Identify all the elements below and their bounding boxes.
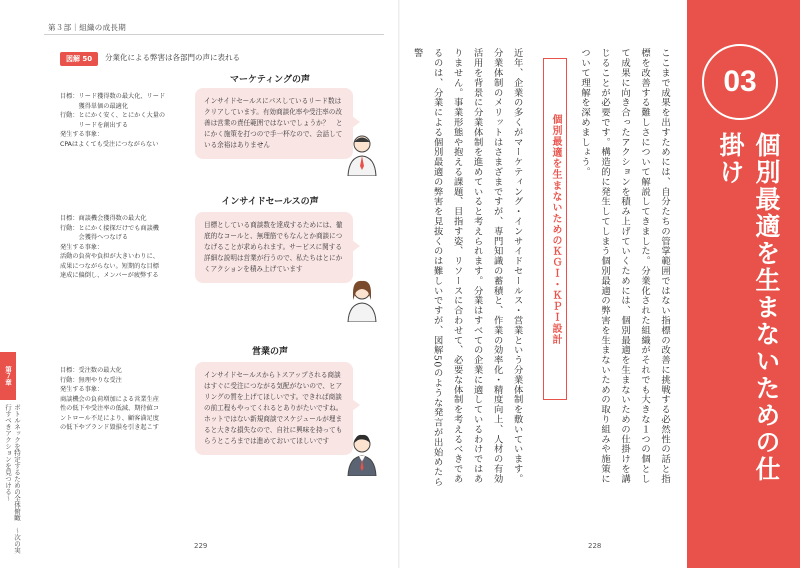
section-heading-inside-sales: インサイドセールスの声	[221, 197, 319, 207]
issue-line: 発生する事象：	[60, 243, 104, 251]
sub-heading: 個別最適を生まないためのＫＧＩ・ＫＰＩ設計	[543, 58, 567, 400]
issue-line: 活動の負荷や負担が大きいわりに、	[60, 253, 159, 260]
body-paragraph: 近年、企業の多くがマーケティング・インサイドセールス・営業という分業体制を敷いています。分業体制のメリットはさまざまですが、専門知識の蓄積と、作業の効率化・精度向上、人材の有効活用を背景に分業体制を進めていると考えられます。分業はすべての企業に適しているわけではありません。事業形態や抱える課題、目指す姿、リソースに合わせて、必要な体制を考えるべきであるのは、分業による個別最適の弊害を見抜くのは難しいですが、図解50のような発言が出始めたら警	[411, 48, 523, 487]
issue-line: 会獲得へつなげる	[60, 234, 129, 241]
person-sales-icon	[345, 432, 379, 476]
section-title: 個別最適を生まないための仕掛け	[716, 132, 781, 483]
issue-line: の低下やブランド毀損を引き起こす	[60, 424, 159, 431]
figure-label: 図解 50	[60, 52, 98, 66]
section-band-foot	[687, 540, 800, 568]
issue-line: 発生する事象：	[60, 131, 104, 138]
page-number-right: 228	[588, 542, 602, 550]
header-divider	[44, 34, 384, 35]
section-heading-sales: 営業の声	[251, 347, 288, 357]
speech-bubble-inside-sales: 目標としている商談数を達成するためには、徹底的なコールと、無理筋でもなんとか商談につなげることが求められます。サービスに関する詳細な説明は営業が行うので、私たちはとにかくアクションを積み上げています	[195, 212, 353, 283]
issue-box-sales	[60, 366, 190, 433]
page-number-left: 229	[194, 542, 208, 550]
issue-box-marketing	[60, 92, 190, 149]
person-inside-sales-icon	[345, 278, 379, 322]
speech-bubble-marketing: インサイドセールスにパスしているリード数はクリアしています。有効商談化率や受注率の改善は営業の責任範囲ではないでしょうか？ とにかく施策を打つので手一杯なので、会話している余裕はありません	[195, 88, 353, 159]
issue-box-inside-sales	[60, 214, 190, 281]
issue-line: 性の低下や受注率の低減、期待値コ	[60, 405, 159, 412]
issue-line: 行動：無理やりな受注	[60, 376, 122, 384]
speech-bubble-sales: インサイドセールスからトスアップされる商談はすぐに受注につながる気配がないので、ヒアリングの質を上げてほしいです。できれば商談の前工程もやってくれるとありがたいですね。ホットではない新規商談でスケジュールが埋まると大きな損失なので、自社に興味を持ってもらうところまでは進めておいてほしいです	[195, 362, 353, 455]
section-heading-marketing: マーケティングの声	[230, 75, 310, 85]
figure-title: 分業化による弊害は各部門の声に表れる	[105, 53, 240, 62]
issue-line: 発生する事象：	[60, 386, 104, 393]
intro-paragraph: ここまで成果を出すためには、自分たちの管掌範囲ではない指標の改善に挑戦する必然性の話と指標を改善する難しさについて解説してきました。分業化された組織がそれでも大きな１つの個として成果に向き合ったアクションを積み上げていくためには、個別最適を生まないための仕掛けを講じることが必要です。構造的に発生してしまう個別最適の弊害を生まないための取り組みや施策について理解を深めましょう。	[579, 48, 670, 484]
issue-line: CPAはよくても受注につながらない	[60, 140, 159, 148]
section-number-badge: 03	[702, 44, 778, 120]
issue-line: 目標：リード獲得数の最大化、リード	[60, 93, 166, 100]
issue-line: 獲得単価の最適化	[60, 102, 129, 110]
issue-line: 達成に偏倒し、メンバーが疲弊する	[60, 272, 159, 279]
issue-line: リードを創出する	[60, 121, 129, 129]
issue-line: 行動：とにかく安く、とにかく大量の	[60, 112, 166, 119]
issue-line: 行動：とにかく接探だけでも商談機	[60, 224, 159, 232]
chapter-subtitle: ボトルネックを特定するための全体俯瞰 ～次の実行すべきアクションを見つける～	[4, 404, 21, 554]
running-head: 第３部｜組織の成長期	[48, 23, 126, 32]
chapter-tab: 第７章	[0, 352, 16, 400]
person-marketing-icon	[345, 132, 379, 176]
body-text	[411, 48, 536, 488]
issue-line: 成果につながらない。短期的な目標	[60, 262, 159, 270]
issue-line: ントロール不足により、顧客満足度	[60, 414, 159, 422]
issue-line: 目標：受注数の最大化	[60, 367, 122, 374]
issue-line: 目標：商談機会獲得数の最大化	[60, 215, 147, 222]
issue-line: 商談機会の負荷増加による営業生産	[60, 395, 159, 403]
